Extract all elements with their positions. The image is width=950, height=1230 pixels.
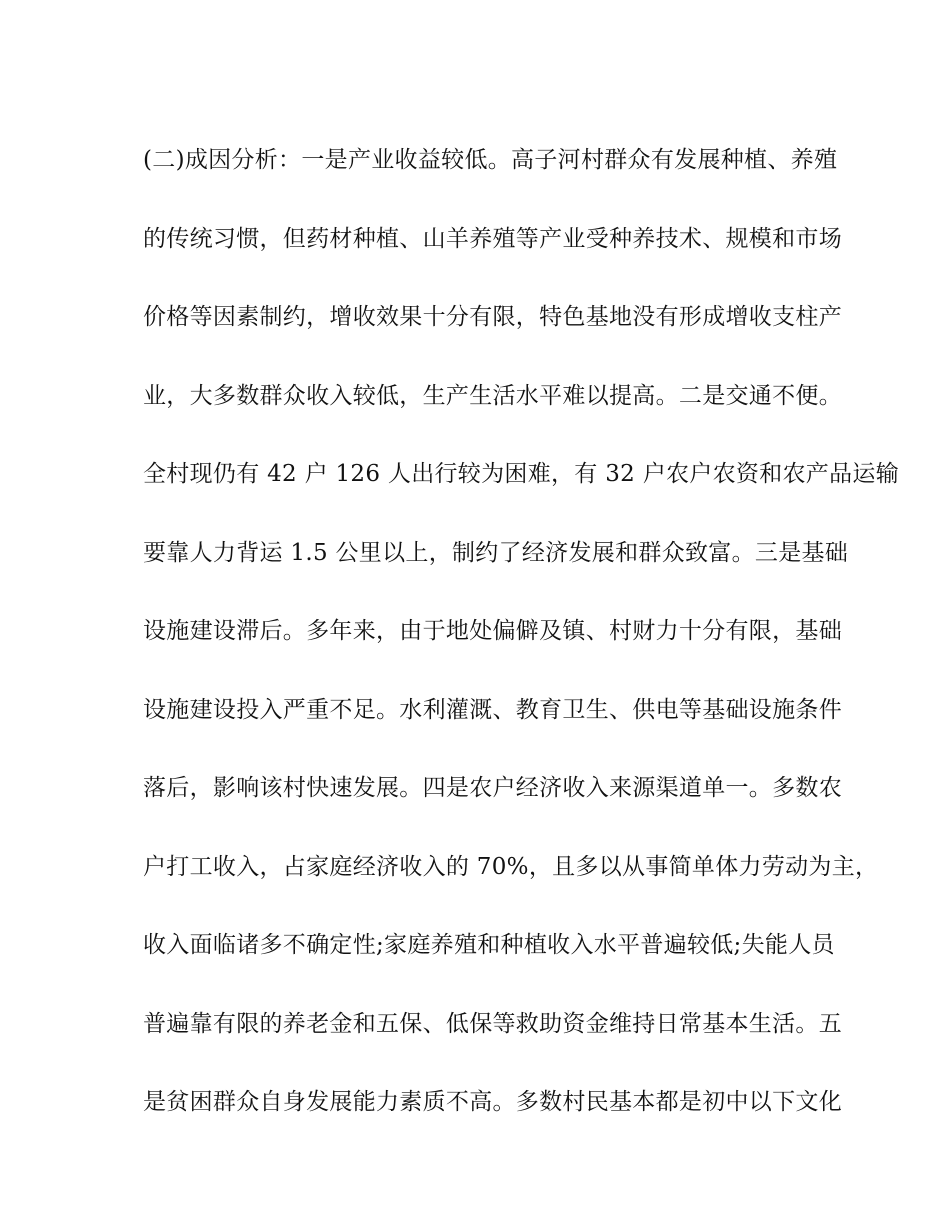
paragraph-line-13: 是贫困群众自身发展能力素质不高。多数村民基本都是初中以下文化 xyxy=(143,1089,842,1115)
paragraph-line-9: 落后，影响该村快速发展。四是农户经济收入来源渠道单一。多数农 xyxy=(143,775,842,801)
paragraph-line-3: 价格等因素制约，增收效果十分有限，特色基地没有形成增收支柱产 xyxy=(143,304,842,330)
paragraph-line-2: 的传统习惯，但药材种植、山羊养殖等产业受种养技术、规模和市场 xyxy=(143,225,842,252)
paragraph-line-1: (二)成因分析：一是产业收益较低。高子河村群众有发展种植、养殖 xyxy=(143,147,838,173)
body-paragraph xyxy=(143,133,899,1130)
paragraph-line-7: 设施建设滞后。多年来，由于地处偏僻及镇、村财力十分有限，基础 xyxy=(143,618,842,644)
paragraph-line-5: 全村现仍有 42 户 126 人出行较为困难，有 32 户农户农资和农产品运输 xyxy=(143,461,899,487)
paragraph-line-4: 业，大多数群众收入较低，生产生活水平难以提高。二是交通不便。 xyxy=(143,382,842,409)
paragraph-line-8: 设施建设投入严重不足。水利灌溉、教育卫生、供电等基础设施条件 xyxy=(143,696,842,723)
paragraph-line-12: 普遍靠有限的养老金和五保、低保等救助资金维持日常基本生活。五 xyxy=(143,1010,842,1037)
paragraph-line-10: 户打工收入，占家庭经济收入的 70%，且多以从事简单体力劳动为主， xyxy=(143,853,879,880)
paragraph-line-6: 要靠人力背运 1.5 公里以上，制约了经济发展和群众致富。三是基础 xyxy=(143,539,849,566)
paragraph-line-11: 收入面临诸多不确定性;家庭养殖和种植收入水平普遍较低;失能人员 xyxy=(143,932,835,958)
